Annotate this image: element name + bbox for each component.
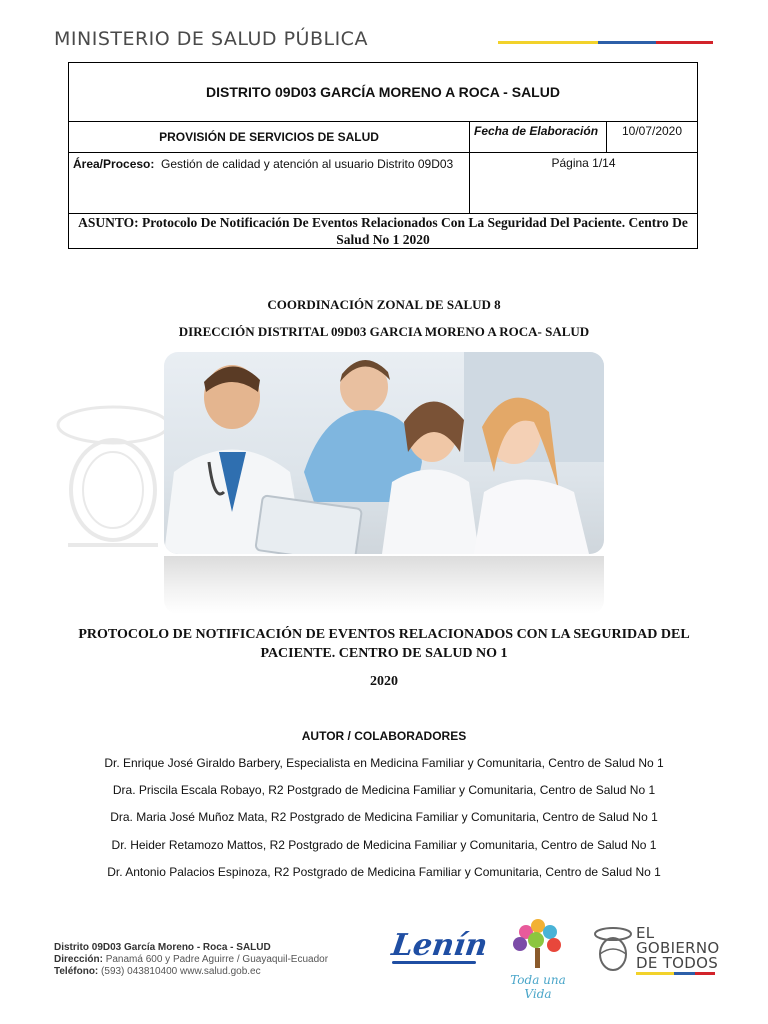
direccion-heading: DIRECCIÓN DISTRITAL 09D03 GARCIA MORENO A ROCA- SALUD	[178, 324, 590, 339]
coordination-heading: COORDINACIÓN ZONAL DE SALUD 8	[267, 297, 501, 312]
provision-cell: PROVISIÓN DE SERVICIOS DE SALUD	[69, 122, 470, 153]
asunto-value: Protocolo De Notificación De Eventos Relacionados Con La Seguridad Del Paciente. Centro De Salud No 1 2020	[142, 215, 688, 247]
author-line: Dr. Antonio Palacios Espinoza, R2 Postgrado de Medicina Familiar y Comunitaria, Centro de Salud No 1	[107, 865, 661, 879]
lenin-wordmark: Lenín	[389, 928, 490, 963]
asunto-cell	[69, 214, 698, 249]
authors-heading: AUTOR / COLABORADORES	[301, 729, 467, 743]
coat-of-arms-icon	[592, 924, 634, 974]
author-line: Dr. Enrique José Giraldo Barbery, Especialista en Medicina Familiar y Comunitaria, Centro de Salud No 1	[104, 756, 664, 770]
coat-of-arms-watermark	[48, 395, 178, 555]
author-line: Dr. Heider Retamozo Mattos, R2 Postgrado de Medicina Familiar y Comunitaria, Centro de Salud No 1	[111, 838, 657, 852]
page-number: Página 1/14	[470, 153, 698, 214]
flag-red	[656, 41, 713, 44]
fecha-label: Fecha de Elaboración	[470, 122, 607, 153]
footer-direccion-label: Dirección:	[54, 954, 103, 965]
document-header-table	[68, 62, 698, 249]
fecha-value: 10/07/2020	[607, 122, 698, 153]
footer-telefono-value: (593) 043810400 www.salud.gob.ec	[101, 966, 261, 977]
toda-una-vida-text: Toda una Vida	[510, 973, 566, 1001]
area-value: Gestión de calidad y atención al usuario Distrito 09D03	[161, 157, 454, 171]
flag-color-bar	[498, 41, 713, 44]
ministry-title: MINISTERIO DE SALUD PÚBLICA	[54, 28, 368, 50]
author-line: Dra. Maria José Muñoz Mata, R2 Postgrado de Medicina Familiar y Comunitaria, Centro de Salud No 1	[110, 810, 658, 824]
gob-line3: DE TODOS	[636, 954, 719, 972]
lenin-logo	[389, 928, 490, 974]
area-proceso-cell	[69, 153, 470, 214]
protocol-year: 2020	[370, 674, 398, 689]
photo-reflection	[164, 556, 604, 614]
gobierno-de-todos-logo	[592, 924, 720, 976]
footer-address	[54, 942, 328, 978]
protocol-title-line2: PACIENTE. CENTRO DE SALUD NO 1	[260, 646, 508, 661]
asunto-label: ASUNTO:	[78, 215, 139, 230]
tree-icon	[496, 918, 580, 970]
protocol-title-line1: PROTOCOLO DE NOTIFICACIÓN DE EVENTOS RELACIONADOS CON LA SEGURIDAD DEL	[78, 627, 690, 642]
gob-line1: EL	[636, 924, 655, 942]
district-title: DISTRITO 09D03 GARCÍA MORENO A ROCA - SALUD	[69, 63, 698, 122]
gob-flag-bar	[636, 972, 715, 975]
flag-blue	[598, 41, 656, 44]
footer-direccion-value: Panamá 600 y Padre Aguirre / Guayaquil-Ecuador	[105, 954, 329, 965]
author-line: Dra. Priscila Escala Robayo, R2 Postgrado de Medicina Familiar y Comunitaria, Centro de Salud No 1	[112, 783, 656, 797]
doctors-photo	[164, 352, 604, 554]
footer-district: Distrito 09D03 García Moreno - Roca - SALUD	[54, 942, 271, 953]
gob-line2: GOBIERNO	[636, 939, 720, 957]
flag-yellow	[498, 41, 598, 44]
area-label: Área/Proceso:	[73, 157, 155, 171]
footer-telefono-label: Teléfono:	[54, 966, 99, 977]
toda-una-vida-logo	[496, 918, 580, 1001]
